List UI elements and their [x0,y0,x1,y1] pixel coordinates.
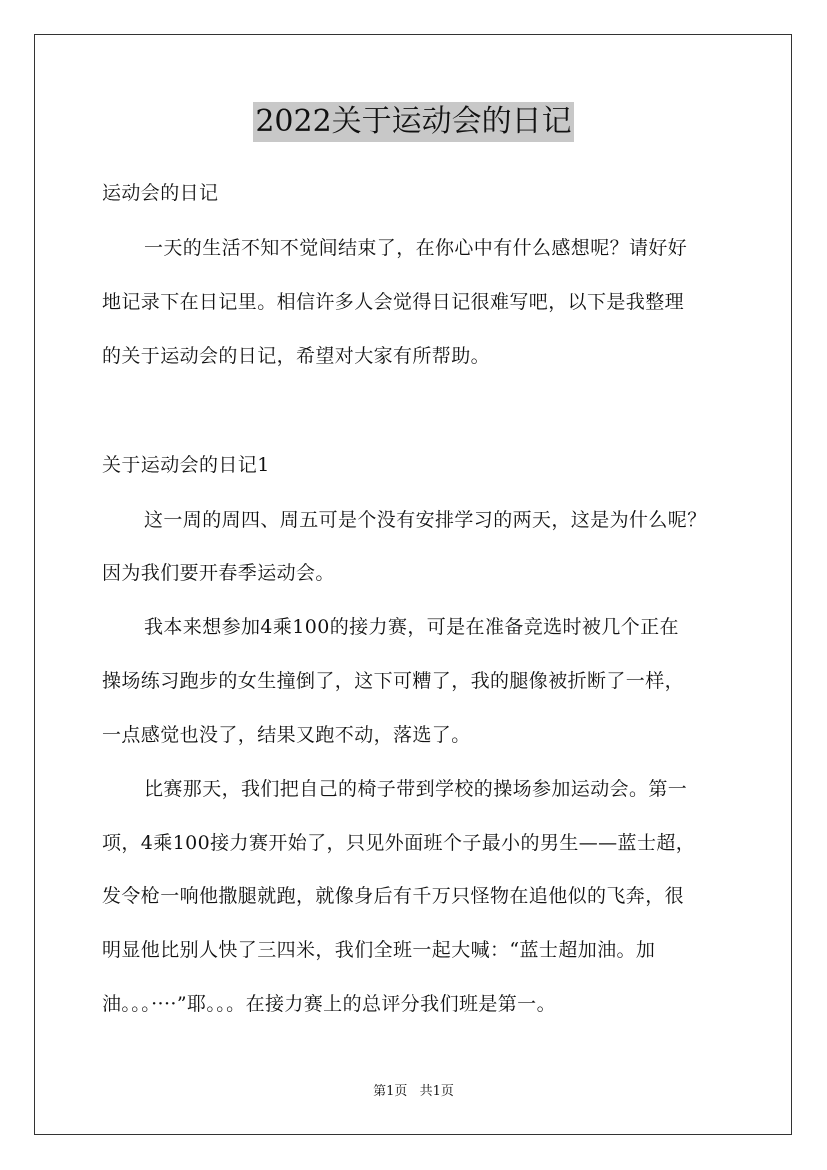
intro-line: 一天的生活不知不觉间结束了，在你心中有什么感想呢？请好好 [144,237,688,259]
section-heading: 关于运动会的日记1 [102,454,270,476]
paragraph-line: 我本来想参加4乘100的接力赛，可是在准备竞选时被几个正在 [144,616,679,638]
title-container [0,102,827,142]
paragraph-line: 油。。。····”耶。。。在接力赛上的总评分我们班是第一。 [102,993,556,1015]
paragraph-line: 项，4乘100接力赛开始了，只见外面班个子最小的男生——蓝士超， [102,832,696,854]
intro-heading: 运动会的日记 [102,182,219,204]
paragraph-line: 因为我们要开春季运动会。 [102,562,335,584]
page-number: 第1页 [373,1084,408,1099]
document-title: 2022关于运动会的日记 [253,102,573,142]
paragraph-line: 操场练习跑步的女生撞倒了，这下可糟了，我的腿像被折断了一样， [102,670,685,692]
paragraph-line: 一点感觉也没了，结果又跑不动，落选了。 [102,724,471,746]
page-footer [0,1083,827,1101]
paragraph-line: 发令枪一响他撒腿就跑，就像身后有千万只怪物在追他似的飞奔，很 [102,885,685,907]
paragraph-line: 明显他比别人快了三四米，我们全班一起大喊：“蓝士超加油。加 [102,939,656,961]
paragraph-line: 比赛那天，我们把自己的椅子带到学校的操场参加运动会。第一 [144,778,688,800]
intro-line: 的关于运动会的日记，希望对大家有所帮助。 [102,345,491,367]
intro-line: 地记录下在日记里。相信许多人会觉得日记很难写吧，以下是我整理 [102,291,685,313]
paragraph-line: 这一周的周四、周五可是个没有安排学习的两天，这是为什么呢？ [144,509,707,531]
page-total: 共1页 [419,1084,454,1099]
